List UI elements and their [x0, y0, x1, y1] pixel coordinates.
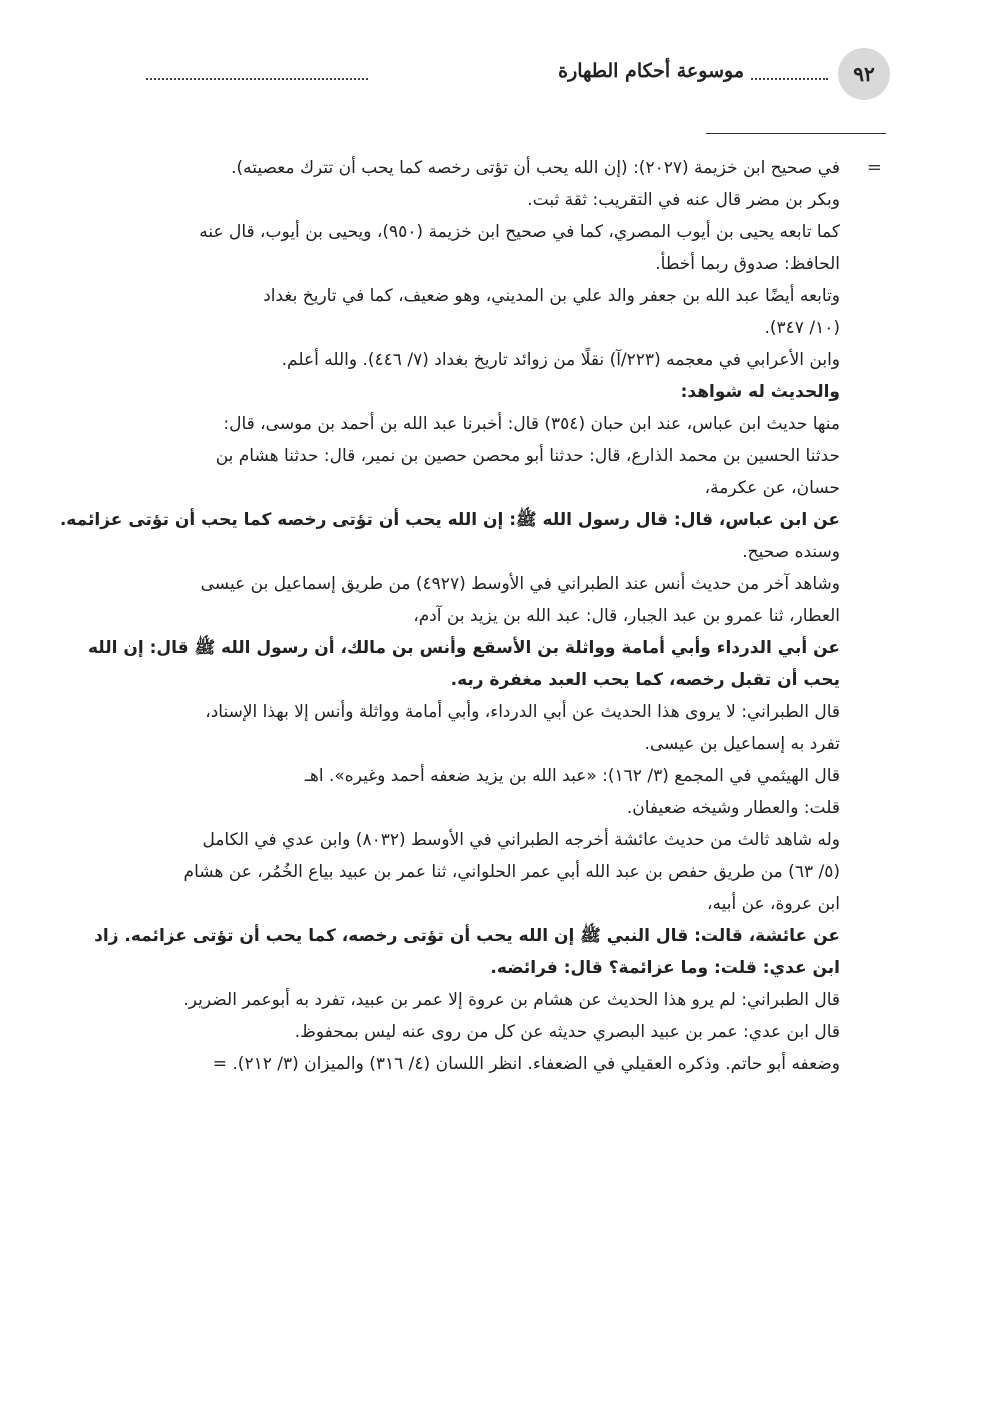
footnote-separator	[706, 133, 886, 134]
text-line: وشاهد آخر من حديث أنس عند الطبراني في الأوسط (٤٩٢٧) من طريق إسماعيل بن عيسى	[200, 574, 840, 594]
text-line: حدثنا الحسين بن محمد الذارع، قال: حدثنا أبو محصن حصين بن نمير، قال: حدثنا هشام بن	[215, 446, 840, 466]
text-line: وابن الأعرابي في معجمه (٢٢٣/آ) نقلًا من زوائد تاريخ بغداد (٧/ ٤٤٦). والله أعلم.	[281, 350, 840, 370]
text-line: ابن عدي: قلت: وما عزائمة؟ قال: فرائضه.	[490, 958, 840, 978]
page-header	[146, 48, 890, 100]
text-line: ابن عروة، عن أبيه،	[706, 894, 840, 914]
page-number-badge: ٩٢	[838, 48, 890, 100]
footnote-body	[59, 152, 840, 1080]
text-line: (١٠/ ٣٤٧).	[764, 318, 840, 338]
text-line: وبكر بن مضر قال عنه في التقريب: ثقة ثبت.	[527, 190, 840, 210]
text-line: قال ابن عدي: عمر بن عبيد البصري حديثه عن كل من روى عنه ليس بمحفوظ.	[294, 1022, 840, 1042]
header-dotted-leader-right	[748, 78, 828, 80]
text-line: وله شاهد ثالث من حديث عائشة أخرجه الطبراني في الأوسط (٨٠٣٢) وابن عدي في الكامل	[202, 830, 840, 850]
text-line: في صحيح ابن خزيمة (٢٠٢٧): (إن الله يحب أن تؤتى رخصه كما يحب أن تترك معصيته).	[231, 158, 840, 178]
text-line: حسان، عن عكرمة،	[704, 478, 840, 498]
text-line: وتابعه أيضًا عبد الله بن جعفر والد علي بن المديني، وهو ضعيف، كما في تاريخ بغداد	[263, 286, 840, 306]
text-line: يحب أن تقبل رخصه، كما يحب العبد مغفرة ربه.	[450, 670, 840, 690]
text-line: تفرد به إسماعيل بن عيسى.	[644, 734, 840, 754]
text-line: وضعفه أبو حاتم. وذكره العقيلي في الضعفاء. انظر اللسان (٤/ ٣١٦) والميزان (٣/ ٢١٢). =	[212, 1054, 840, 1074]
text-line: العطار، ثنا عمرو بن عبد الجبار، قال: عبد الله بن يزيد بن آدم،	[413, 606, 840, 626]
header-dotted-leader-left	[146, 78, 368, 80]
text-line: منها حديث ابن عباس، عند ابن حبان (٣٥٤) قال: أخبرنا عبد الله بن أحمد بن موسى، قال:	[223, 414, 840, 434]
text-line: عن ابن عباس، قال: قال رسول الله ﷺ: إن الله يحب أن تؤتى رخصه كما يحب أن تؤتى عزائمه.	[59, 510, 840, 530]
text-line: كما تابعه يحيى بن أيوب المصري، كما في صحيح ابن خزيمة (٩٥٠)، ويحيى بن أيوب، قال عنه	[199, 222, 840, 242]
text-line: قال الطبراني: لا يروى هذا الحديث عن أبي الدرداء، وأبي أمامة وواثلة وأنس إلا بهذا الإسناد،	[205, 702, 840, 722]
text-line: (٥/ ٦٣) من طريق حفص بن عبد الله أبي عمر الحلواني، ثنا عمر بن عبيد بياع الخُمُر، عن هشام	[183, 862, 840, 882]
text-line: قال الطبراني: لم يرو هذا الحديث عن هشام بن عروة إلا عمر بن عبيد، تفرد به أبوعمر الضرير.	[183, 990, 840, 1010]
continuation-mark: =	[866, 157, 882, 178]
text-line: الحافظ: صدوق ربما أخطأ.	[655, 254, 840, 274]
text-line: عن أبي الدرداء وأبي أمامة وواثلة بن الأسقع وأنس بن مالك، أن رسول الله ﷺ قال: إن الله	[87, 638, 840, 658]
text-line: وسنده صحيح.	[742, 542, 840, 562]
text-line: والحديث له شواهد:	[680, 382, 840, 402]
text-line: عن عائشة، قالت: قال النبي ﷺ إن الله يحب أن تؤتى رخصه، كما يحب أن تؤتى عزائمه. زاد	[94, 926, 840, 946]
book-title: موسوعة أحكام الطهارة	[552, 60, 750, 82]
text-line: قلت: والعطار وشيخه ضعيفان.	[626, 798, 840, 818]
text-line: قال الهيثمي في المجمع (٣/ ١٦٢): «عبد الله بن يزيد ضعفه أحمد وغيره». اهـ	[304, 766, 840, 786]
